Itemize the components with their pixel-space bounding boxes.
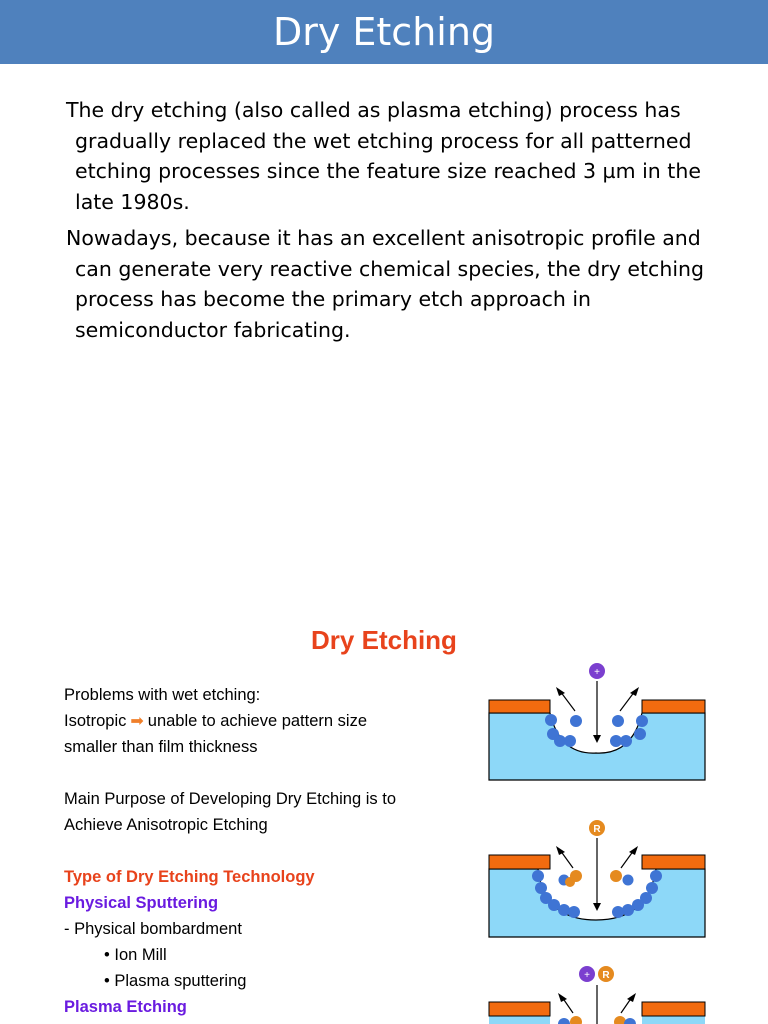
arrow-right-icon: ➡ [130,713,144,730]
isotropic-rest: unable to achieve pattern size [147,712,367,730]
physical-bombardment: - Physical bombardment [64,920,242,938]
type-heading: Type of Dry Etching Technology [64,868,315,886]
ion-mill-item: • Ion Mill [104,946,167,964]
sputtering-diagram [480,655,720,785]
svg-text:R: R [602,970,610,981]
physical-sputtering-heading: Physical Sputtering [64,894,219,912]
arrow-head [593,735,601,743]
mask-right-2 [642,855,705,869]
page-title: Dry Etching [272,10,496,54]
paragraph-intro: The dry etching (also called as plasma etching) process has gradually replaced the wet etching process for all patterned etching processes since the feature size reached 3 µm in the late 1980s. [66,98,701,214]
isotropic-line [64,710,367,733]
isotropic-cont: smaller than film thickness [64,738,258,756]
svg-text:+: + [594,667,600,678]
problems-label: Problems with wet etching: [64,686,261,704]
mask-left [489,700,550,713]
mask-right [642,700,705,713]
rie-diagram [480,955,720,1024]
embedded-slide-title: Dry Etching [311,625,457,655]
mask-left-2 [489,855,550,869]
mask-right-3 [642,1002,705,1016]
particles-orange [565,870,622,887]
plasma-sputtering-item: • Plasma sputtering [104,972,247,990]
purpose-line-2: Achieve Anisotropic Etching [64,816,268,834]
chemical-etching-diagram [480,812,720,942]
svg-text:+: + [584,970,590,981]
isotropic-word: Isotropic [64,712,127,730]
plasma-etching-heading: Plasma Etching [64,998,187,1016]
paragraph-nowadays: Nowadays, because it has an excellent anisotropic profile and can generate very reactive chemical species, the dry etching process has become the primary etch approach in semiconductor fabricating. [66,226,705,342]
svg-text:R: R [593,824,601,835]
purpose-line-1: Main Purpose of Developing Dry Etching is to [64,790,396,808]
mask-left-3 [489,1002,550,1016]
